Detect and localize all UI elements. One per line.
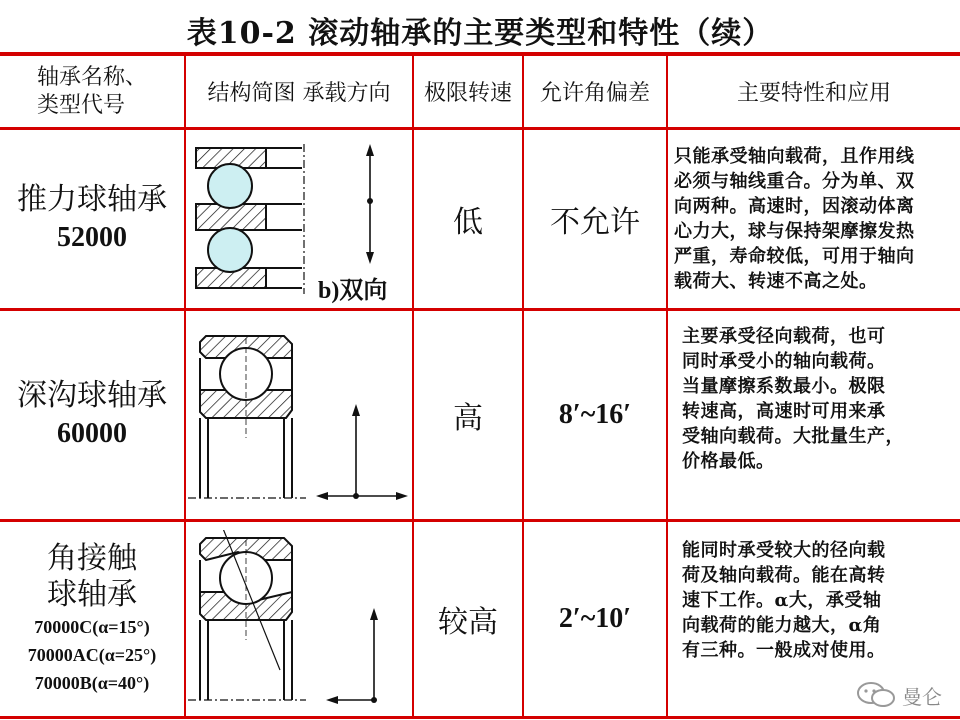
row-2-feature-line: 转速高，高速时可用来承 <box>682 401 886 422</box>
row-2-code: 60000 <box>57 418 127 449</box>
row-2-features <box>682 324 958 474</box>
row-2-feature-line: 当量摩擦系数最小。极限 <box>682 376 886 397</box>
row-1-code: 52000 <box>57 222 127 253</box>
row-1-name: 推力球轴承 <box>17 182 167 217</box>
row-1-direction-label: b)双向 <box>318 278 388 304</box>
header-structure: 结构简图 承载方向 <box>207 81 391 106</box>
row-1-speed: 低 <box>453 205 483 240</box>
row-2-name-cell <box>0 311 184 519</box>
row-1-features <box>674 144 958 294</box>
row-1-name-cell <box>0 130 184 308</box>
row-3-speed: 较高 <box>438 605 498 640</box>
row-3-feature-line: 有三种。一般成对使用。 <box>682 640 886 661</box>
row-2-feature-line: 价格最低。 <box>682 451 775 472</box>
row-1-feature-line: 心力大，球与保持架摩擦发热 <box>674 221 915 242</box>
bearing-table <box>0 52 960 720</box>
row-3-name-cell <box>0 522 184 716</box>
row-2-angle: 8′~16′ <box>558 399 632 430</box>
thrust-bearing-sketch <box>192 144 312 294</box>
row-1-feature-line: 载荷大、转速不高之处。 <box>674 271 878 292</box>
radial-axial-arrow-icon <box>316 404 410 504</box>
row-1-feature-line: 向两种。高速时，因滚动体离 <box>674 196 915 217</box>
row-3-features <box>682 538 958 663</box>
page-title: 表10-2 滚动轴承的主要类型和特性（续） <box>186 16 774 51</box>
header-angle: 允许角偏差 <box>539 81 650 106</box>
header-name-line-2: 类型代号 <box>36 92 125 118</box>
row-3-feature-line: 速下工作。α大，承受轴 <box>682 590 882 611</box>
watermark <box>856 680 942 710</box>
row-3-feature-line: 能同时承受较大的径向载 <box>682 540 886 561</box>
row-3-variant: 70000C(α=15°) <box>34 617 150 637</box>
bidirectional-arrow-icon <box>355 144 385 264</box>
header-speed: 极限转速 <box>423 81 512 106</box>
header-name-line-1: 轴承名称、 <box>36 64 147 90</box>
table-bottom-border <box>0 716 960 719</box>
col-divider-1 <box>184 52 186 719</box>
row-2-feature-line: 主要承受径向载荷，也可 <box>682 326 886 347</box>
row-2-name: 深沟球轴承 <box>17 378 167 413</box>
header-name-cell <box>0 56 184 127</box>
row-3-feature-line: 向载荷的能力越大，α角 <box>682 615 882 636</box>
row-3-angle: 2′~10′ <box>558 603 632 634</box>
row-1-feature-line: 只能承受轴向载荷，且作用线 <box>674 146 915 167</box>
row-3-variant: 70000B(α=40°) <box>34 673 150 693</box>
row-3-name-line-1: 角接触 <box>47 541 137 576</box>
row-1-feature-line: 严重，寿命较低，可用于轴向 <box>674 246 915 267</box>
header-name <box>37 64 147 120</box>
row-3-variant: 70000AC(α=25°) <box>27 645 157 665</box>
chat-bubble-icon <box>856 680 896 710</box>
row-2-feature-line: 受轴向载荷。大批量生产， <box>682 426 904 447</box>
row-2-speed: 高 <box>453 401 483 436</box>
row-3-name-line-2: 球轴承 <box>47 577 137 612</box>
row-3-feature-line: 荷及轴向载荷。能在高转 <box>682 565 886 586</box>
row-1-feature-line: 必须与轴线重合。分为单、双 <box>674 171 915 192</box>
header-features: 主要特性和应用 <box>736 81 891 106</box>
watermark-text: 曼仑 <box>902 684 942 709</box>
col-divider-4 <box>666 52 668 719</box>
row-1-angle: 不允许 <box>550 205 640 240</box>
combined-load-arrow-icon <box>326 608 396 708</box>
row-2-feature-line: 同时承受小的轴向载荷。 <box>682 351 886 372</box>
